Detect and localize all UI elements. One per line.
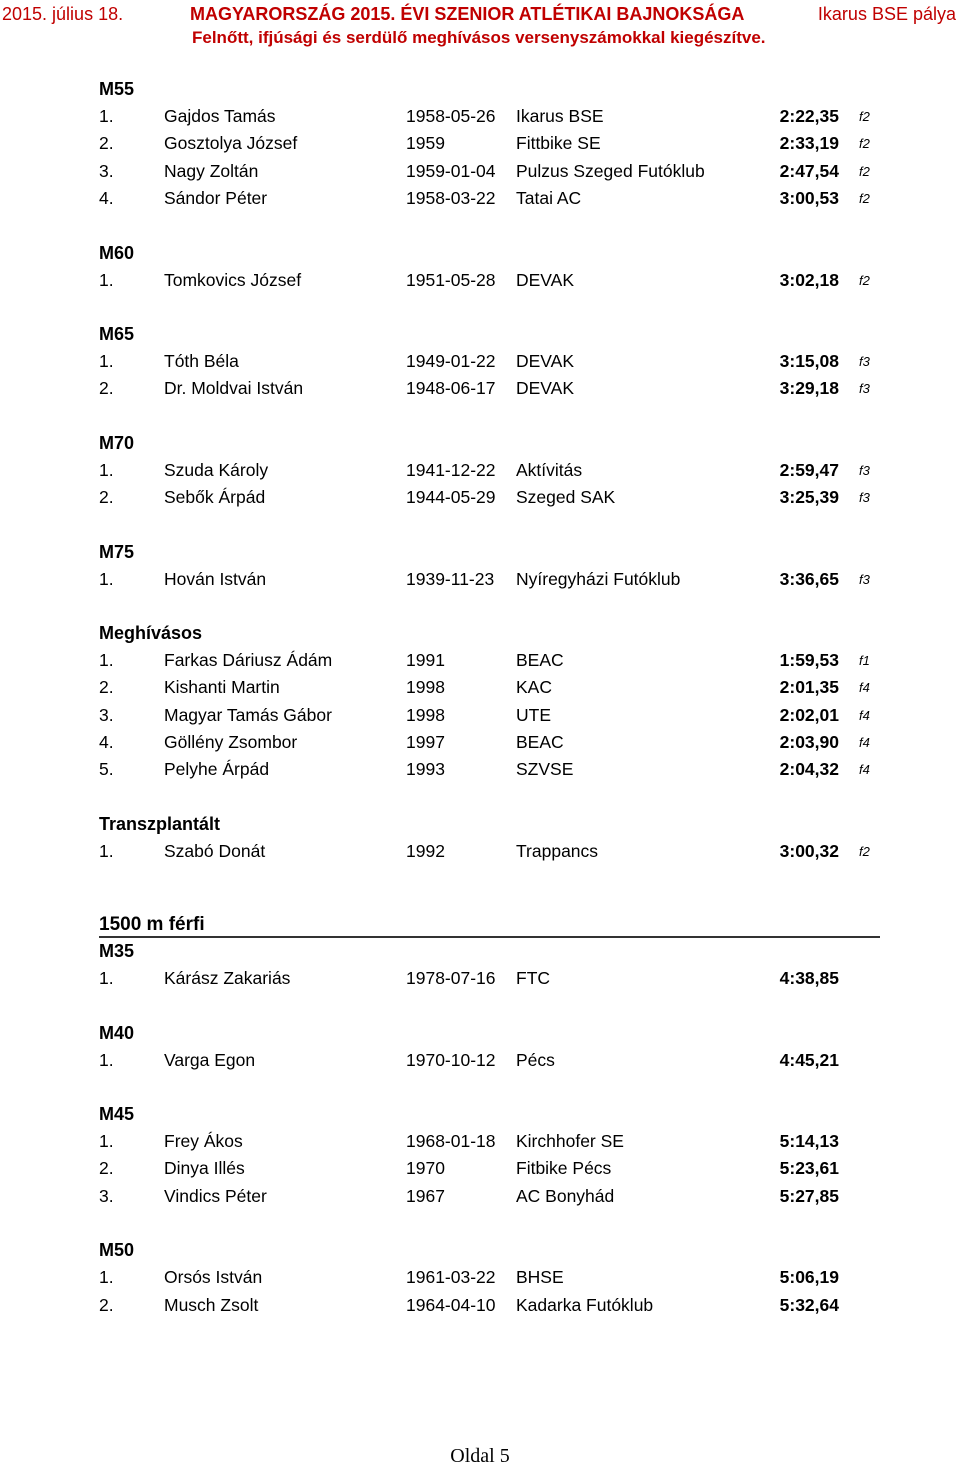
birth-date: 1951-05-28 <box>406 269 496 290</box>
result-time: 3:36,65 <box>779 568 839 589</box>
athlete-name: Tomkovics József <box>164 269 302 290</box>
result-row <box>99 1128 880 1155</box>
birth-date: 1970-10-12 <box>406 1049 496 1070</box>
club-name: Ikarus BSE <box>516 106 604 126</box>
heat-note: f2 <box>859 272 870 288</box>
result-rank: 2. <box>99 1158 114 1179</box>
result-rank: 1. <box>99 1131 114 1152</box>
heat-note: f2 <box>859 109 870 124</box>
birth-date: 1998 <box>406 704 445 725</box>
category-title: M70 <box>99 432 135 453</box>
athlete-name: Vindics Péter <box>164 1185 267 1206</box>
header-date: 2015. július 18. <box>2 4 124 24</box>
result-row <box>99 185 880 212</box>
club-name: UTE <box>516 704 551 725</box>
club-name: BHSE <box>516 1267 564 1288</box>
category-section <box>99 321 880 403</box>
heat-note: f3 <box>859 381 870 397</box>
athlete-name: Gosztolya József <box>164 133 298 154</box>
category-title: Meghívásos <box>99 622 203 643</box>
result-row <box>99 1183 880 1210</box>
result-time: 2:01,35 <box>779 677 839 698</box>
result-time: 2:33,19 <box>779 133 839 154</box>
club-name: Aktívitás <box>516 459 583 480</box>
athlete-name: Tóth Béla <box>164 350 239 371</box>
heat-note: f3 <box>859 490 870 506</box>
birth-date: 1949-01-22 <box>406 350 496 371</box>
birth-date: 1970 <box>406 1158 445 1179</box>
club-name: Szeged SAK <box>516 487 616 508</box>
category-title: M35 <box>99 941 135 962</box>
result-rank: 4. <box>99 188 114 209</box>
result-time: 5:32,64 <box>779 1294 839 1315</box>
heat-note: f4 <box>859 680 870 696</box>
result-rank: 2. <box>99 1294 114 1315</box>
heat-note: f2 <box>859 843 870 859</box>
results-list <box>99 76 880 1319</box>
athlete-name: Kishanti Martin <box>164 677 280 698</box>
result-rank: 1. <box>99 568 114 589</box>
birth-date: 1968-01-18 <box>406 1131 496 1152</box>
club-name: Fitbike Pécs <box>516 1158 612 1179</box>
result-row <box>99 484 880 511</box>
result-rank: 5. <box>99 759 114 780</box>
club-name: Fittbike SE <box>516 133 601 154</box>
birth-date: 1961-03-22 <box>406 1267 496 1288</box>
birth-date: 1967 <box>406 1185 445 1206</box>
result-rank: 2. <box>99 677 114 698</box>
birth-date: 1948-06-17 <box>406 378 496 399</box>
birth-date: 1978-07-16 <box>406 968 496 989</box>
result-row <box>99 1292 880 1319</box>
birth-date: 1997 <box>406 732 445 753</box>
club-name: DEVAK <box>516 350 575 371</box>
result-row <box>99 566 880 593</box>
result-time: 3:02,18 <box>779 269 839 290</box>
result-time: 4:45,21 <box>779 1049 839 1070</box>
result-time: 5:06,19 <box>779 1267 839 1288</box>
heat-note: f3 <box>859 462 870 478</box>
result-row <box>99 838 880 865</box>
category-section <box>99 240 880 294</box>
category-section <box>99 620 880 784</box>
heat-note: f2 <box>859 163 870 179</box>
result-rank: 1. <box>99 350 114 371</box>
result-time: 4:38,85 <box>779 968 839 989</box>
result-row <box>99 1155 880 1182</box>
club-name: BEAC <box>516 649 564 670</box>
result-time: 3:25,39 <box>779 487 839 508</box>
club-name: Kadarka Futóklub <box>516 1294 654 1315</box>
athlete-name: Pelyhe Árpád <box>164 759 270 780</box>
result-rank: 1. <box>99 840 114 861</box>
athlete-name: Orsós István <box>164 1267 263 1288</box>
result-rank: 4. <box>99 732 114 753</box>
category-section <box>99 430 880 512</box>
category-section <box>99 1101 880 1210</box>
club-name: BEAC <box>516 732 564 753</box>
birth-date: 1958-05-26 <box>406 106 496 126</box>
result-row <box>99 702 880 729</box>
result-time: 5:23,61 <box>779 1158 839 1179</box>
heat-note: f3 <box>859 571 870 587</box>
category-title: M60 <box>99 242 135 263</box>
athlete-name: Varga Egon <box>164 1049 256 1070</box>
result-row <box>99 756 880 783</box>
club-name: DEVAK <box>516 378 575 399</box>
athlete-name: Sándor Péter <box>164 188 268 209</box>
result-rank: 3. <box>99 160 114 181</box>
category-section <box>99 76 880 213</box>
result-rank: 1. <box>99 1267 114 1288</box>
result-rank: 1. <box>99 1049 114 1070</box>
athlete-name: Sebők Árpád <box>164 487 266 508</box>
birth-date: 1992 <box>406 840 445 861</box>
club-name: AC Bonyhád <box>516 1185 615 1206</box>
category-title: M75 <box>99 541 135 562</box>
result-time: 2:02,01 <box>779 704 839 725</box>
athlete-name: Dinya Illés <box>164 1158 245 1179</box>
page-number: Oldal 5 <box>450 1445 510 1467</box>
result-row <box>99 348 880 375</box>
result-time: 2:47,54 <box>779 160 839 181</box>
athlete-name: Magyar Tamás Gábor <box>164 704 332 725</box>
result-time: 5:27,85 <box>779 1185 839 1206</box>
header-title: MAGYARORSZÁG 2015. ÉVI SZENIOR ATLÉTIKAI BAJNOKSÁGA <box>190 4 745 24</box>
result-rank: 2. <box>99 133 114 154</box>
result-time: 2:03,90 <box>779 732 839 753</box>
athlete-name: Farkas Dáriusz Ádám <box>164 649 333 670</box>
club-name: Kirchhofer SE <box>516 1131 624 1152</box>
result-rank: 3. <box>99 1185 114 1206</box>
heat-note: f3 <box>859 353 870 369</box>
category-title: M55 <box>99 79 135 99</box>
result-rank: 3. <box>99 704 114 725</box>
heat-note: f2 <box>859 191 870 207</box>
result-row <box>99 158 880 185</box>
result-row <box>99 130 880 157</box>
result-row <box>99 375 880 402</box>
athlete-name: Gajdos Tamás <box>164 106 276 126</box>
result-row <box>99 674 880 701</box>
result-time: 2:04,32 <box>779 759 839 780</box>
result-row <box>99 457 880 484</box>
club-name: FTC <box>516 968 551 989</box>
category-section <box>99 1020 880 1074</box>
category-title: M50 <box>99 1240 135 1261</box>
result-rank: 1. <box>99 269 114 290</box>
result-rank: 1. <box>99 649 114 670</box>
birth-date: 1959-01-04 <box>406 160 496 181</box>
category-section <box>99 811 880 865</box>
heat-note: f4 <box>859 735 870 751</box>
page-header <box>0 0 960 50</box>
athlete-name: Frey Ákos <box>164 1131 243 1152</box>
club-name: Nyíregyházi Futóklub <box>516 568 681 589</box>
club-name: Trappancs <box>516 840 599 861</box>
birth-date: 1998 <box>406 677 445 698</box>
result-time: 3:00,32 <box>779 840 839 861</box>
club-name: Pécs <box>516 1049 555 1070</box>
birth-date: 1944-05-29 <box>406 487 496 508</box>
result-time: 5:14,13 <box>779 1131 839 1152</box>
result-row <box>99 965 880 992</box>
result-time: 3:15,08 <box>779 350 839 371</box>
result-rank: 2. <box>99 487 114 508</box>
athlete-name: Kárász Zakariás <box>164 968 291 989</box>
result-rank: 1. <box>99 459 114 480</box>
birth-date: 1964-04-10 <box>406 1294 496 1315</box>
result-rank: 2. <box>99 378 114 399</box>
result-time: 1:59,53 <box>779 649 839 670</box>
category-title: M40 <box>99 1022 135 1043</box>
header-venue: Ikarus BSE pálya <box>817 4 956 24</box>
event-title: 1500 m férfi <box>99 911 880 938</box>
result-time: 3:00,53 <box>779 188 839 209</box>
club-name: Tatai AC <box>516 188 582 209</box>
result-row <box>99 729 880 756</box>
heat-note: f2 <box>859 136 870 152</box>
birth-date: 1941-12-22 <box>406 459 496 480</box>
birth-date: 1939-11-23 <box>406 568 495 589</box>
category-title: M65 <box>99 323 135 344</box>
athlete-name: Musch Zsolt <box>164 1294 259 1315</box>
heat-note: f1 <box>859 652 870 668</box>
header-subtitle: Felnőtt, ifjúsági és serdülő meghívásos versenyszámokkal kiegészítve. <box>192 28 766 47</box>
birth-date: 1993 <box>406 759 445 780</box>
heat-note: f4 <box>859 762 870 778</box>
result-time: 3:29,18 <box>779 378 839 399</box>
result-row <box>99 647 880 674</box>
category-section <box>99 539 880 593</box>
birth-date: 1958-03-22 <box>406 188 496 209</box>
club-name: KAC <box>516 677 552 698</box>
result-row <box>99 1264 880 1291</box>
result-rank: 1. <box>99 968 114 989</box>
result-row <box>99 1047 880 1074</box>
result-rank: 1. <box>99 106 114 126</box>
athlete-name: Hován István <box>164 568 267 589</box>
athlete-name: Szuda Károly <box>164 459 269 480</box>
athlete-name: Szabó Donát <box>164 840 266 861</box>
category-title: Transzplantált <box>99 813 221 834</box>
result-row <box>99 103 880 130</box>
category-section <box>99 1237 880 1319</box>
birth-date: 1959 <box>406 133 445 154</box>
athlete-name: Göllény Zsombor <box>164 732 298 753</box>
athlete-name: Dr. Moldvai István <box>164 378 304 399</box>
athlete-name: Nagy Zoltán <box>164 160 259 181</box>
result-row <box>99 267 880 294</box>
club-name: Pulzus Szeged Futóklub <box>516 160 705 181</box>
result-time: 2:22,35 <box>779 106 839 126</box>
club-name: DEVAK <box>516 269 575 290</box>
birth-date: 1991 <box>406 649 445 670</box>
result-time: 2:59,47 <box>779 459 839 480</box>
category-section <box>99 911 880 992</box>
category-title: M45 <box>99 1104 135 1125</box>
heat-note: f4 <box>859 707 870 723</box>
club-name: SZVSE <box>516 759 574 780</box>
